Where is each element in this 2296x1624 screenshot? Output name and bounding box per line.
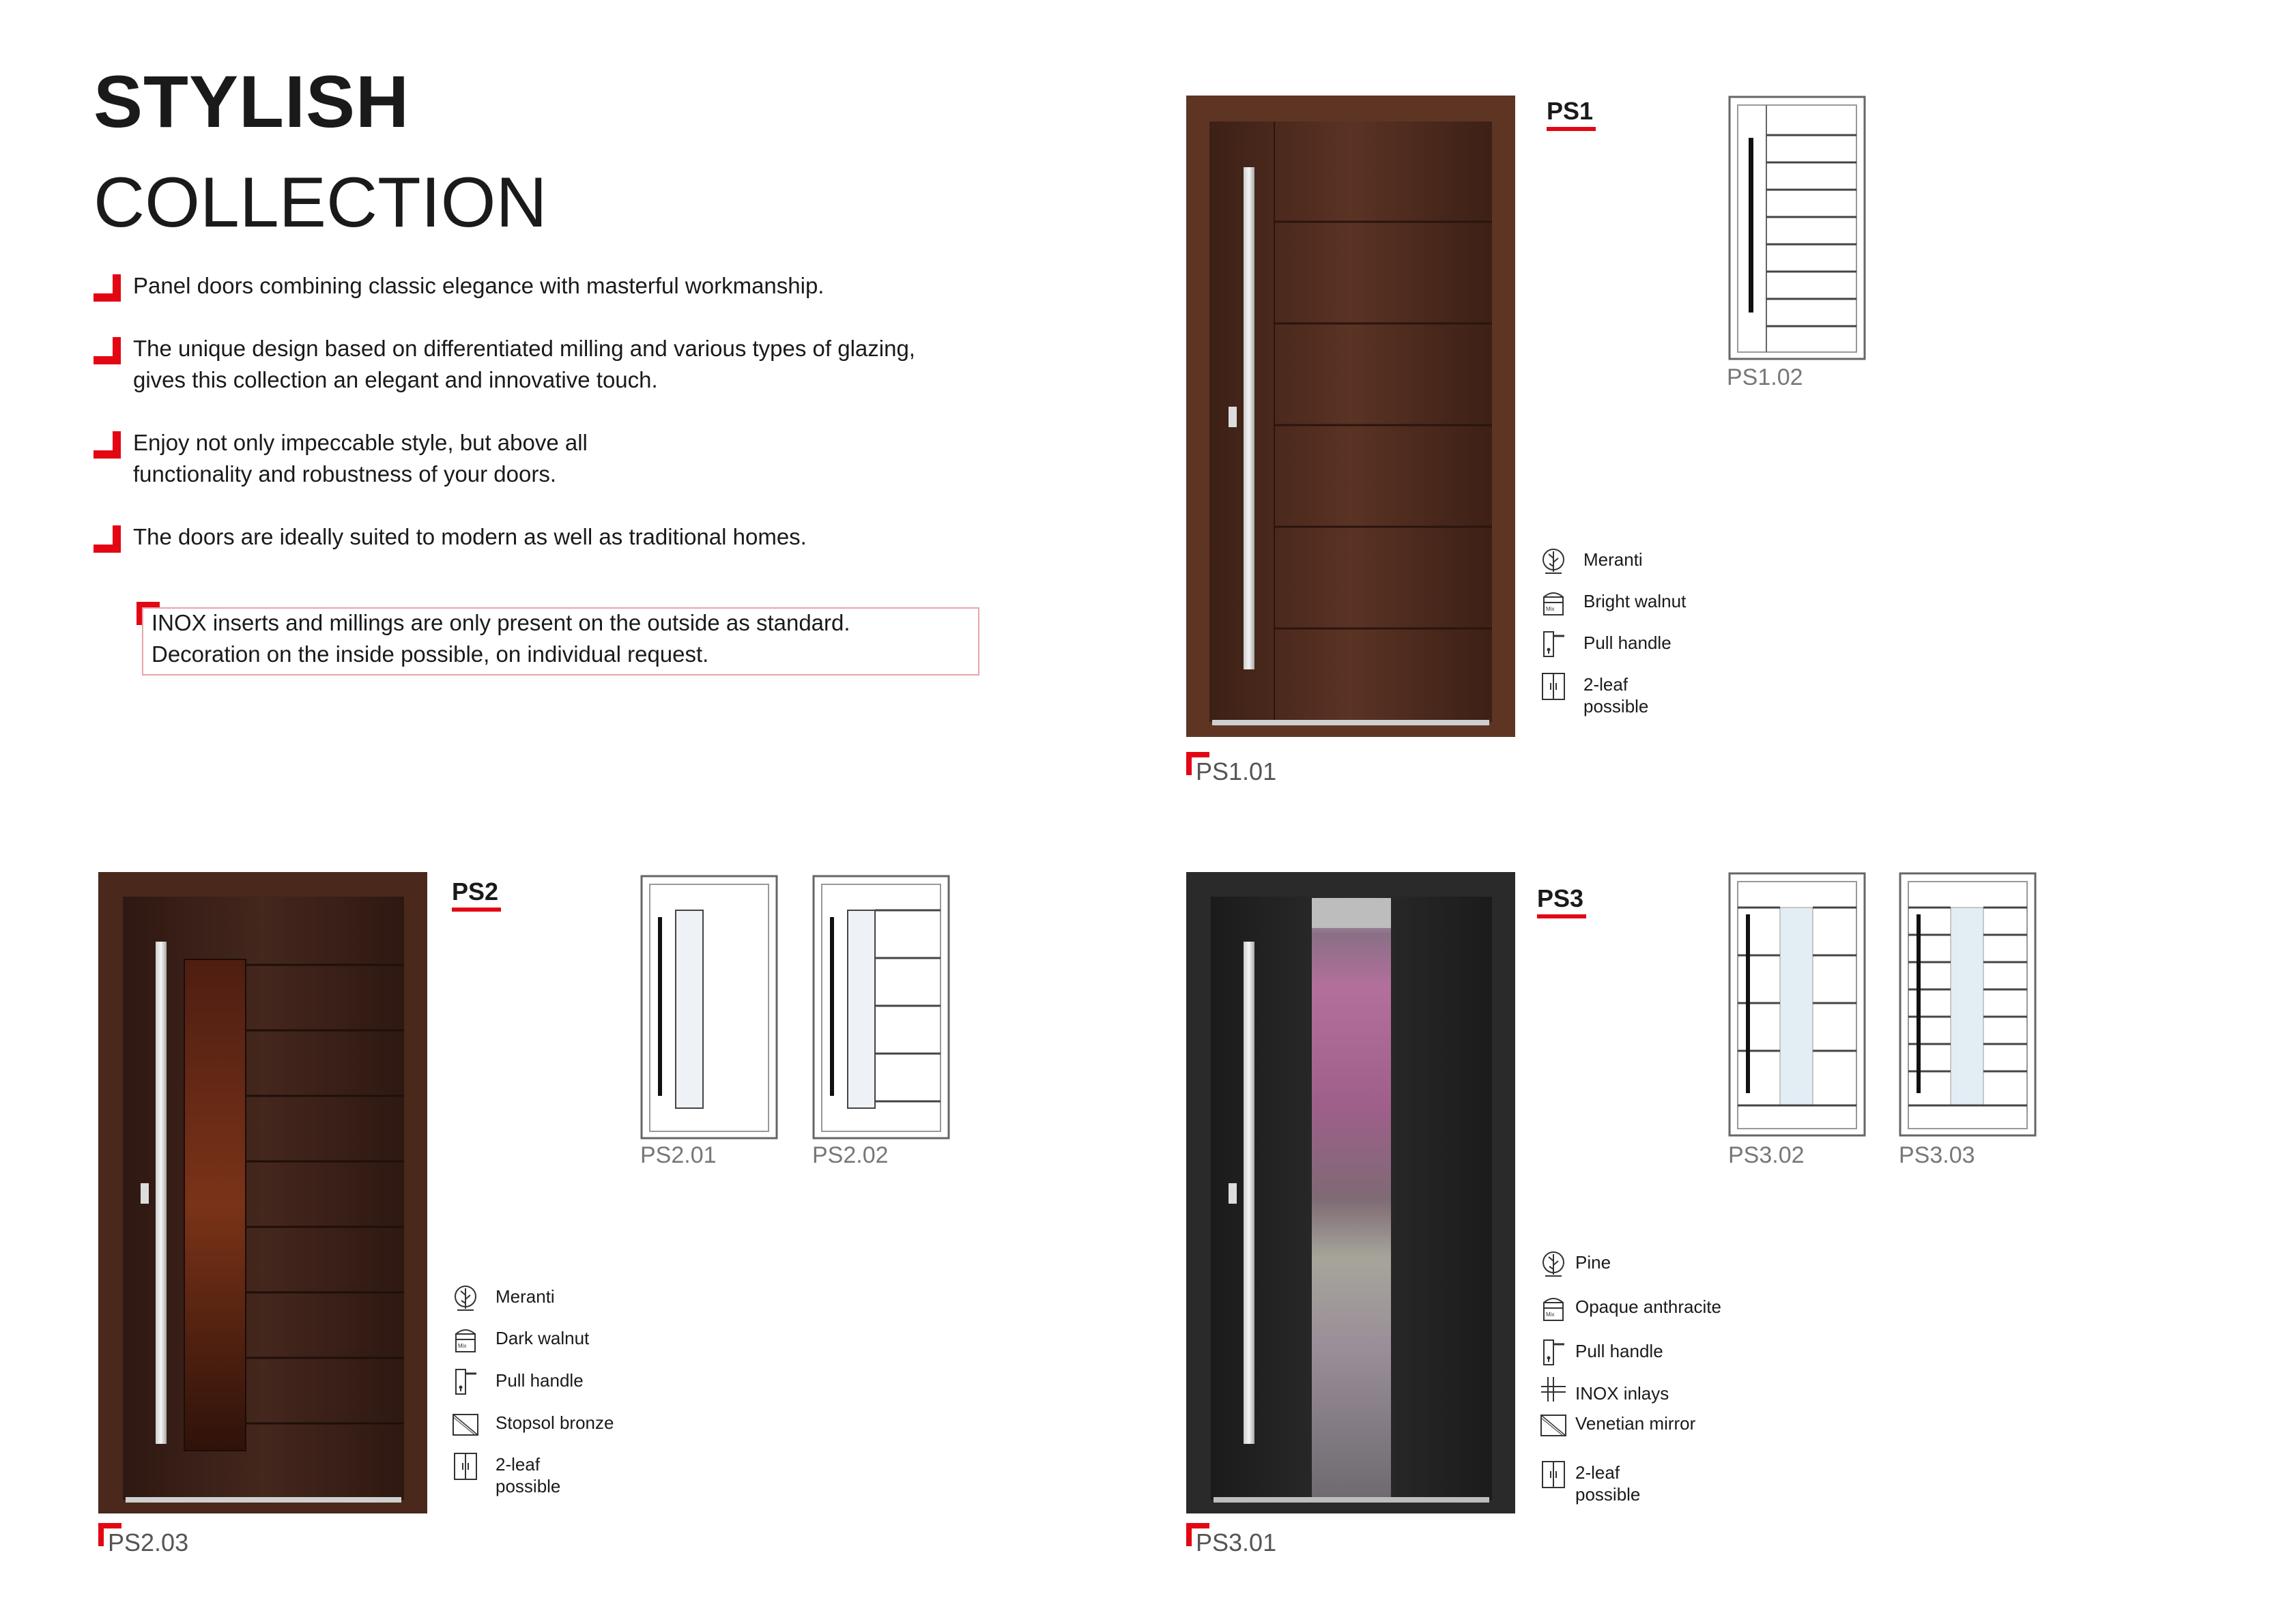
bullet-mark-icon (94, 274, 121, 302)
variant-code: PS2.01 (640, 1142, 717, 1168)
bullet-text: The unique design based on differentiated milling and various types of glazing, gives this collection an elegant and innovative touch. (133, 336, 915, 392)
bullet-mark-icon (94, 525, 121, 553)
series-underline (1537, 914, 1586, 918)
pull-handle-icon (1538, 629, 1568, 659)
series-label: PS1 (1547, 97, 1593, 126)
note-text: INOX inserts and millings are only present on the outside as standard. Decoration on the inside possible, on individual request. (152, 610, 850, 667)
pull-handle-icon (450, 1367, 480, 1397)
two-leaf-icon (1538, 671, 1568, 701)
bullet-text: The doors are ideally suited to modern as well as traditional homes. (133, 524, 807, 549)
series-underline (452, 908, 501, 912)
inox-inlays-icon (1538, 1374, 1568, 1404)
variant-code: PS3.02 (1728, 1142, 1805, 1168)
variant-code: PS3.03 (1899, 1142, 1975, 1168)
door-drawing-ps2-02 (812, 875, 950, 1140)
wood-icon (1538, 546, 1568, 576)
paint-bucket-icon (1538, 1293, 1568, 1323)
series-underline (1547, 127, 1596, 131)
bullet-mark-icon (94, 431, 121, 459)
wood-icon (1538, 1249, 1568, 1279)
glass-icon (450, 1409, 480, 1439)
bullet-text: Enjoy not only impeccable style, but above all functionality and robustness of your doors. (133, 430, 588, 487)
product-code: PS1.01 (1196, 757, 1277, 785)
product-code: PS2.03 (108, 1528, 189, 1556)
variant-code: PS1.02 (1727, 364, 1803, 390)
series-label: PS3 (1537, 884, 1583, 913)
door-drawing-ps3-03 (1899, 872, 2037, 1137)
product-code: PS3.01 (1196, 1528, 1277, 1556)
door-drawing-ps3-02 (1728, 872, 1866, 1137)
variant-code: PS2.02 (812, 1142, 889, 1168)
two-leaf-icon (1538, 1459, 1568, 1489)
door-ps2-03-image (98, 872, 427, 1513)
glass-icon (1538, 1410, 1568, 1440)
paint-bucket-icon (1538, 588, 1568, 618)
door-drawing-ps2-01 (640, 875, 778, 1140)
door-drawing-ps1-02 (1728, 96, 1866, 360)
bullet-mark-icon (94, 337, 121, 364)
paint-bucket-icon (450, 1324, 480, 1354)
door-ps3-01-image (1186, 872, 1515, 1513)
bullet-text: Panel doors combining classic elegance with masterful workmanship. (133, 273, 824, 298)
series-label: PS2 (452, 878, 498, 906)
wood-icon (450, 1283, 480, 1313)
two-leaf-icon (450, 1451, 480, 1481)
page-subtitle: COLLECTION (94, 163, 547, 242)
door-ps1-01-image (1186, 96, 1515, 737)
pull-handle-icon (1538, 1337, 1568, 1367)
page-title: STYLISH (94, 60, 410, 143)
